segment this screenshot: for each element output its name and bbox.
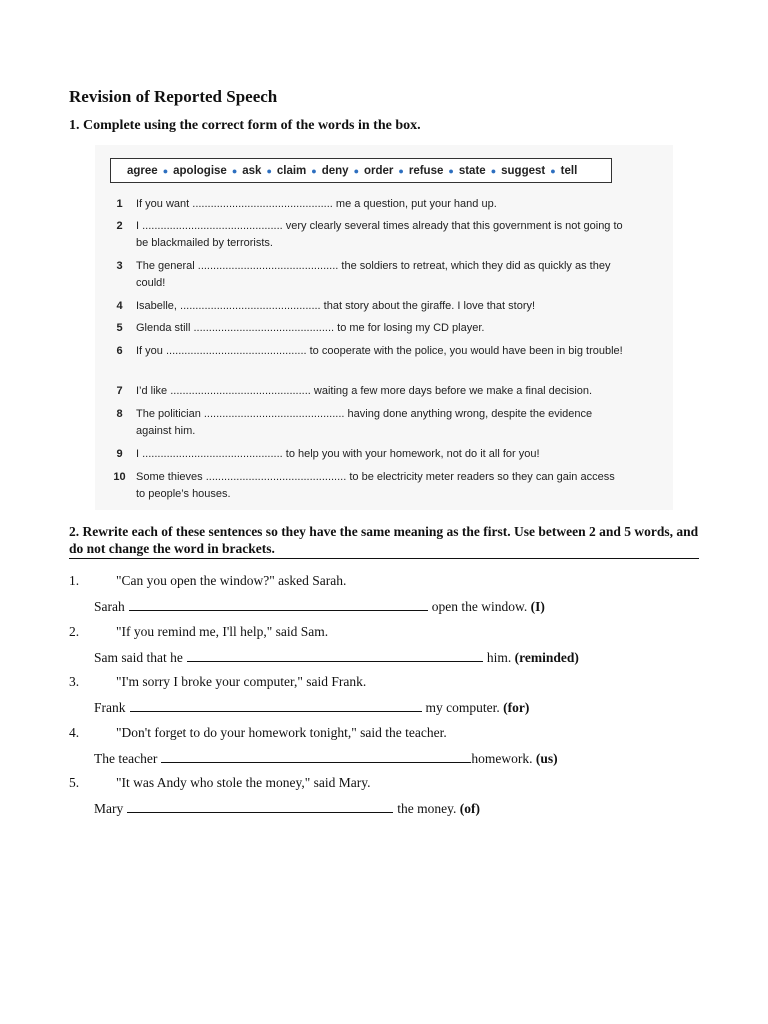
answer-blank: .............................................. [197,260,339,272]
rewrite-start: Sarah [94,599,125,614]
exercise-item [103,343,623,360]
item-text-before: If you want [136,198,193,210]
item-text-before: Some thieves [136,471,206,483]
bullet-icon: ● [448,165,454,176]
word-box-word: tell [560,164,578,177]
item-text-after: to help you with your homework, not do it all for you! [282,448,540,460]
item-text-after: to be electricity meter readers so they can gain access to people’s houses. [136,471,615,500]
answer-line[interactable] [130,699,422,712]
bullet-icon: ● [231,165,238,176]
rewrite-start: The teacher [94,751,158,766]
item-text-after: me a question, put your hand up. [332,198,497,210]
bullet-icon: ● [266,165,272,176]
answer-line[interactable] [161,750,471,763]
question-number: 4. [69,725,80,740]
exercise-panel [95,145,673,510]
word-box-word: order [364,164,394,177]
rewrite-start: Mary [94,801,124,816]
rewrite-end: homework. [471,751,533,766]
item-number: 5 [116,322,123,334]
question-number: 1. [69,573,80,588]
item-text-after: having done anything wrong, despite the evidence against him. [136,408,593,437]
item-number: 6 [116,345,123,357]
question-number: 2. [69,624,80,639]
rewrite-start: Sam said that he [94,650,183,665]
exercise-item [103,469,623,503]
item-text-after: to me for losing my CD player. [334,322,485,334]
item-text-after: to cooperate with the police, you would have been in big trouble! [306,345,623,357]
original-sentence: "It was Andy who stole the money," said Mary. [116,775,371,790]
answer-line[interactable] [129,598,428,611]
exercise-item [103,258,623,292]
item-number: 9 [116,448,123,460]
answer-blank: .............................................. [205,471,347,483]
answer-blank: .............................................. [170,385,311,397]
answer-blank: .............................................. [142,220,283,232]
exercise-item [103,446,623,463]
bullet-icon: ● [311,165,317,176]
answer-line[interactable] [187,649,483,662]
exercise-item [103,298,623,315]
exercise-item [103,218,623,252]
answer-blank: .............................................. [193,322,335,334]
key-word: (for) [503,700,530,715]
rewrite-end: my computer. [425,700,500,715]
item-text-after: the soldiers to retreat, which they did as quickly as they could! [136,260,611,289]
answer-blank: .............................................. [180,300,321,312]
answer-line[interactable] [127,800,393,813]
key-word: (of) [459,801,480,816]
item-number: 2 [116,220,123,232]
rewrite-end: open the window. [431,599,528,614]
rewrite-end: the money. [397,801,457,816]
exercise-item [103,383,623,400]
item-number: 3 [116,260,123,272]
bullet-icon: ● [490,165,497,176]
item-number: 1 [116,198,123,210]
item-text-before: The politician [136,408,204,420]
item-text-before: Glenda still [136,322,194,334]
bullet-icon: ● [162,165,169,176]
answer-blank: .............................................. [192,198,333,210]
page-title: Revision of Reported Speech [69,87,278,106]
word-box-word: deny [321,164,349,177]
rewrite-end: him. [486,650,512,665]
item-text-before: The general [136,260,198,272]
answer-blank: .............................................. [165,345,307,357]
original-sentence: "Can you open the window?" asked Sarah. [116,573,347,588]
exercise-item [103,320,623,337]
item-number: 7 [116,385,123,397]
key-word: (us) [535,751,558,766]
rewrite-start: Frank [94,700,126,715]
word-box-word: state [458,164,486,177]
word-box-word: suggest [501,164,546,177]
bullet-icon: ● [550,165,556,176]
item-text-before: If you [136,345,166,357]
word-box-word: ask [242,164,262,177]
answer-blank: .............................................. [142,448,283,460]
item-text-after: that story about the giraffe. I love that story! [320,300,536,312]
word-box-word: claim [276,164,307,177]
item-text-before: I [136,220,143,232]
original-sentence: "If you remind me, I'll help," said Sam. [116,624,329,639]
word-box-word: apologise [173,164,227,177]
item-text-before: I’d like [136,385,171,397]
key-word: (I) [530,599,545,614]
item-text-after: waiting a few more days before we make a final decision. [310,385,593,397]
section-2-heading: 2. Rewrite each of these sentences so they have the same meaning as the first. Use between 2 and 5 words, and do not change the word in brackets. [69,523,699,559]
item-text-after: very clearly several times already that this government is not going to be blackmailed by terrorists. [136,220,623,249]
question-number: 5. [69,775,80,790]
bullet-icon: ● [353,165,360,176]
item-number: 8 [116,408,123,420]
item-text-before: I [136,448,143,460]
bullet-icon: ● [398,165,404,176]
answer-blank: .............................................. [203,408,345,420]
section-1-heading: 1. Complete using the correct form of the words in the box. [69,118,421,133]
original-sentence: "I'm sorry I broke your computer," said Frank. [116,674,367,689]
word-box-word: agree [127,164,158,177]
exercise-item [103,406,623,440]
word-box-word: refuse [408,164,444,177]
exercise-item [103,196,623,213]
item-text-before: Isabelle, [136,300,181,312]
word-box [110,158,612,183]
key-word: (reminded) [514,650,579,665]
question-number: 3. [69,674,80,689]
item-number: 4 [116,300,123,312]
item-number: 10 [113,471,126,483]
original-sentence: "Don't forget to do your homework tonight," said the teacher. [116,725,447,740]
